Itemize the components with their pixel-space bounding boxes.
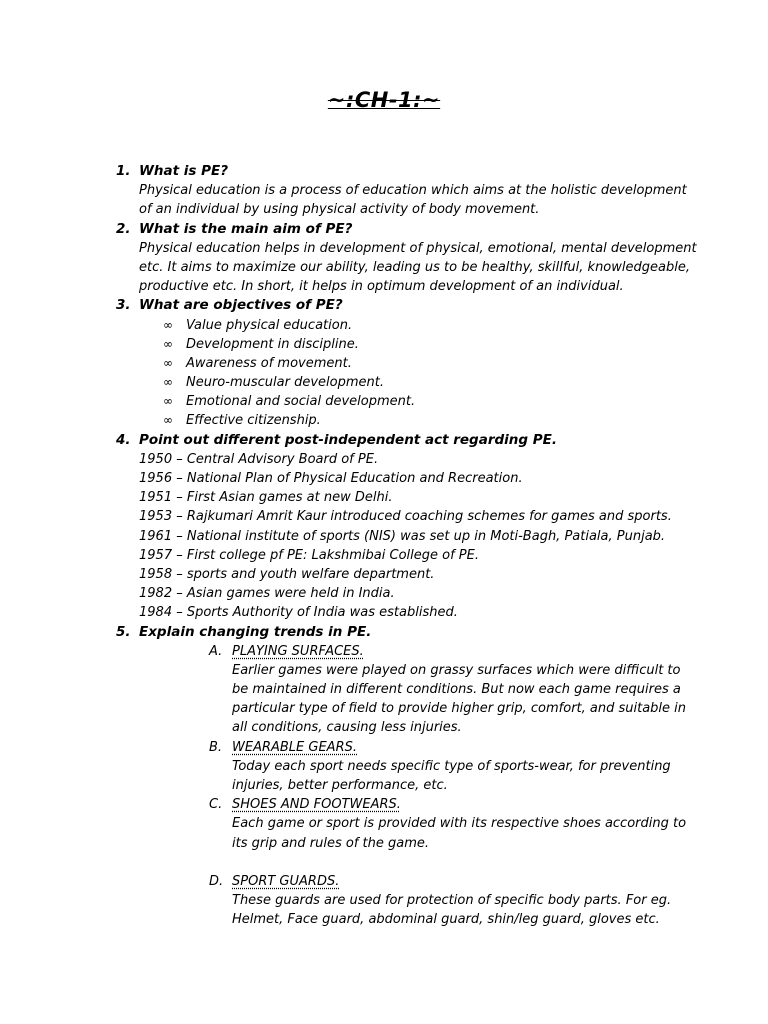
- answer-line: Physical education is a process of education which aims at the holistic development: [139, 183, 687, 199]
- trend-line: Each game or sport is provided with its respective shoes according to: [232, 816, 687, 832]
- trend-heading: [139, 642, 684, 661]
- question-2: [116, 220, 684, 239]
- answer-line: etc. It aims to maximize our ability, leading us to be healthy, skillful, knowledgeable,: [139, 259, 690, 275]
- trend-heading: [139, 795, 684, 814]
- question-text: What is the main aim of PE?: [139, 220, 353, 237]
- question-number: 4.: [116, 431, 131, 448]
- trend-line: Helmet, Face guard, abdominal guard, shin/leg guard, gloves etc.: [232, 912, 660, 928]
- answer-line: productive etc. In short, it helps in optimum development of an individual.: [139, 279, 624, 295]
- trend-title: SHOES AND FOOTWEARS.: [232, 797, 401, 813]
- trend-heading: [139, 872, 684, 891]
- document-body: [116, 162, 697, 930]
- trend-line: particular type of field to provide higher grip, comfort, and suitable in: [232, 701, 687, 717]
- trend-title: WEARABLE GEARS.: [232, 739, 357, 755]
- trend-title: PLAYING SURFACES.: [232, 643, 364, 659]
- trend-line: its grip and rules of the game.: [232, 835, 430, 851]
- objective-item: ∞ Awareness of movement.: [139, 354, 684, 373]
- question-text: Point out different post-independent act regarding PE.: [139, 431, 557, 448]
- trend-line: be maintained in different conditions. But now each game requires a: [232, 682, 681, 698]
- event-item: 1956 – National Plan of Physical Education and Recreation.: [139, 471, 523, 486]
- answer-line: Physical education helps in development of physical, emotional, mental development: [139, 240, 697, 256]
- infinity-bullet-icon: ∞: [163, 355, 173, 370]
- trend-line: all conditions, causing less injuries.: [232, 720, 462, 736]
- page-title: ~:CH-1:~: [327, 88, 441, 112]
- trend-letter: B.: [209, 739, 223, 755]
- question-text: What is PE?: [139, 163, 229, 179]
- infinity-bullet-icon: ∞: [163, 413, 173, 428]
- event-item: 1950 – Central Advisory Board of PE.: [139, 451, 379, 467]
- event-item: 1984 – Sports Authority of India was established.: [139, 605, 458, 621]
- infinity-bullet-icon: ∞: [163, 375, 173, 390]
- trend-letter: C.: [209, 797, 223, 813]
- objective-item: ∞ Value physical education.: [139, 316, 684, 335]
- objective-item: ∞ Neuro-muscular development.: [139, 373, 684, 392]
- trend-line: These guards are used for protection of specific body parts. For eg.: [232, 893, 672, 909]
- event-item: 1957 – First college pf PE: Lakshmibai College of PE.: [139, 547, 479, 563]
- question-text: What are objectives of PE?: [139, 297, 343, 314]
- infinity-bullet-icon: ∞: [163, 336, 173, 351]
- question-3: [116, 296, 684, 315]
- question-number: 1.: [116, 163, 131, 179]
- infinity-bullet-icon: ∞: [163, 317, 173, 332]
- trend-line: Earlier games were played on grassy surfaces which were difficult to: [232, 662, 681, 678]
- question-number: 2.: [116, 220, 131, 237]
- question-text: Explain changing trends in PE.: [139, 623, 372, 640]
- trend-line: Today each sport needs specific type of sports-wear, for preventing: [232, 758, 671, 774]
- event-item: 1961 – National institute of sports (NIS) was set up in Moti-Bagh, Patiala, Punjab.: [139, 528, 666, 544]
- objective-item: ∞ Emotional and social development.: [139, 392, 684, 411]
- trend-heading: [139, 738, 684, 757]
- trend-letter: D.: [209, 873, 224, 889]
- objective-item: ∞ Development in discipline.: [139, 335, 684, 354]
- event-item: 1951 – First Asian games at new Delhi.: [139, 490, 393, 506]
- answer-line: of an individual by using physical activity of body movement.: [139, 202, 540, 218]
- question-number: 3.: [116, 297, 131, 314]
- question-4: [116, 431, 684, 450]
- question-5: [116, 623, 684, 642]
- spacer: [139, 853, 684, 872]
- infinity-bullet-icon: ∞: [163, 394, 173, 409]
- question-1: [116, 162, 684, 181]
- question-number: 5.: [116, 623, 131, 640]
- trend-letter: A.: [209, 643, 223, 659]
- event-item: 1958 – sports and youth welfare department.: [139, 566, 435, 582]
- trend-line: injuries, better performance, etc.: [232, 778, 448, 793]
- objective-item: ∞ Effective citizenship.: [139, 411, 684, 430]
- event-item: 1953 – Rajkumari Amrit Kaur introduced coaching schemes for games and sports.: [139, 509, 672, 525]
- trend-title: SPORT GUARDS.: [232, 873, 340, 889]
- event-item: 1982 – Asian games were held in India.: [139, 586, 395, 602]
